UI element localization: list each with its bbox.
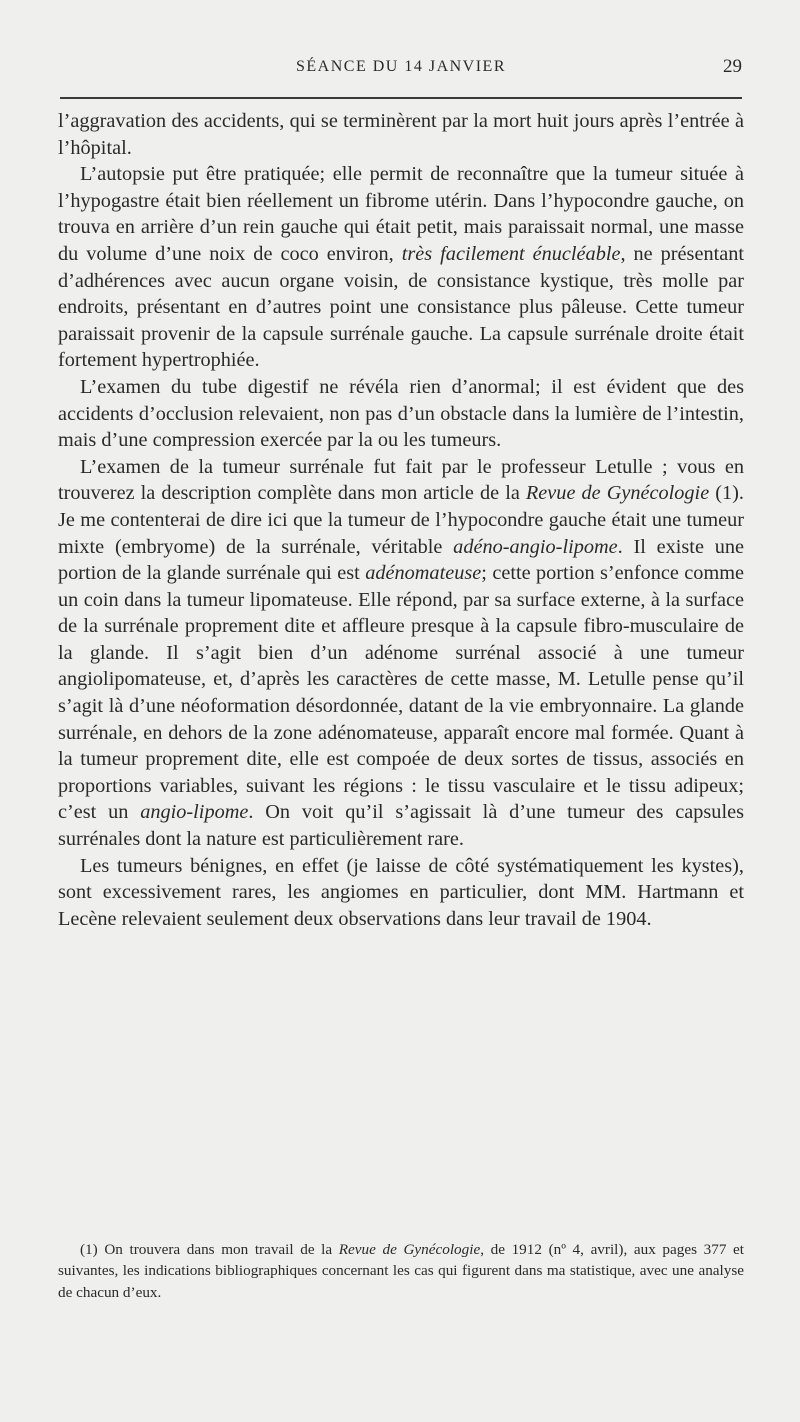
paragraph-text: ; cette portion s’enfonce comme un coin dans la tumeur lipomateuse. Elle répond, par sa surface externe, à la surface de la surrénale proprement dite et affleure presque à la capsule fibro-musculaire de la glande. Il s’agit bien d’un adénome surrénal associé à une tumeur angiolipomateuse, et, d’après les caractères de cette masse, M. Letulle pense qu’il s’agit là d’une néoformation désordonnée, datant de la vie embryonnaire. La glande surrénale, en dehors de la zone adénomateuse, apparaît encore mal formée. Quant à la tumeur proprement dite, elle est compoée de deux sortes de tissus, associés en proportions variables, suivant les régions : le tissu vasculaire et le tissu adipeux; c’est un xyxy=(58,562,744,824)
running-title: SÉANCE DU 14 JANVIER xyxy=(296,58,506,75)
header-rule xyxy=(60,97,742,99)
page-number: 29 xyxy=(723,56,742,77)
paragraph-text: L’examen du tube digestif ne révéla rien d’anormal; il est évident que des accidents d’occlusion relevaient, non pas d’un obstacle dans la lumière de l’intestin, mais d’une compression exercée par la ou les tumeurs. xyxy=(58,375,744,452)
paragraph-text: l’aggravation des accidents, qui se terminèrent par la mort huit jours après l’entrée à l’hôpital. xyxy=(58,110,744,159)
journal-title: Revue de Gynécologie xyxy=(338,1241,481,1258)
paragraph xyxy=(58,853,744,933)
paragraph-text: L’examen de la tumeur surrénale fut fait par le professeur Letulle ; vous en trouverez la description complète dans mon article de la xyxy=(58,455,744,505)
page-header xyxy=(60,52,742,86)
italic-text: adéno-angio-lipome xyxy=(453,535,618,558)
italic-text: très facilement énucléable xyxy=(401,242,621,265)
footnote-text: , de 1912 (nº 4, avril), aux pages 377 et suivantes, les indications bibliographiques concernant les cas qui figurent dans ma statistique, avec une analyse de chacun d’eux. xyxy=(58,1241,744,1301)
italic-text: angio-lipome xyxy=(140,801,249,824)
paragraph-text: . On voit qu’il s’agissait là d’une tumeur des capsules surrénales dont la nature est particulièrement rare. xyxy=(58,801,744,851)
paragraph xyxy=(58,374,744,454)
paragraph-text: . Il existe une portion de la glande surrénale qui est xyxy=(58,535,744,585)
paragraph xyxy=(58,161,744,374)
paragraph-text: L’autopsie put être pratiquée; elle permit de reconnaître que la tumeur située à l’hypogastre était bien réellement un fibrome utérin. Dans l’hypocondre gauche, on trouva en arrière d’un rein gauche qui était petit, mais paraissait normal, une masse du volume d’une noix de coco environ, xyxy=(58,163,744,265)
body-text xyxy=(58,108,744,932)
footnote-text: (1) On trouvera dans mon travail de la xyxy=(80,1241,339,1258)
footnote xyxy=(58,1239,744,1303)
italic-text: adénomateuse xyxy=(365,562,482,585)
paragraph xyxy=(58,454,744,853)
paragraph xyxy=(58,108,744,161)
paragraph-text: Les tumeurs bénignes, en effet (je laisse de côté systématiquement les kystes), sont excessivement rares, les angiomes en particulier, dont MM. Hartmann et Lecène relevaient seulement deux observations dans leur travail de 1904. xyxy=(58,854,744,930)
journal-title: Revue de Gynécologie xyxy=(525,482,710,505)
paragraph-text: (1). Je me contenterai de dire ici que la tumeur de l’hypocondre gauche était une tumeur mixte (embryome) de la surrénale, véritable xyxy=(58,482,744,558)
paragraph-text: , ne présentant d’adhérences avec aucun organe voisin, de consistance kystique, très molle par endroits, présentant en d’autres point une consistance plus pâleuse. Cette tumeur paraissait provenir de la capsule surrénale gauche. La capsule surrénale droite était fortement hypertrophiée. xyxy=(58,242,745,372)
